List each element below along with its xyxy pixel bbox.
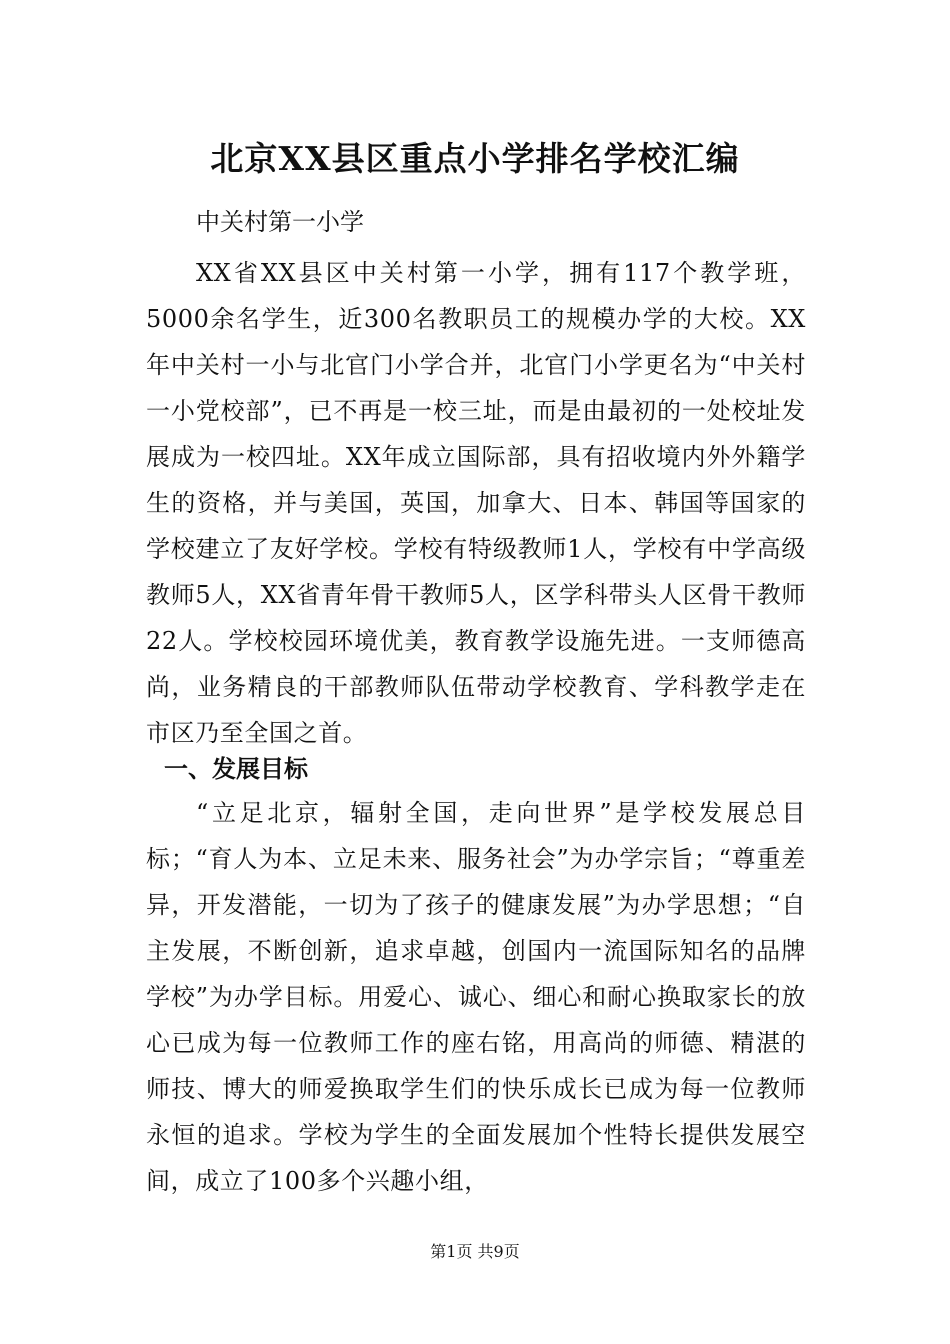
intro-paragraph: XX省XX县区中关村第一小学，拥有117个教学班，5000余名学生，近300名教职员工的规模办学的大校。XX年中关村一小与北官门小学合并，北官门小学更名为“中关村一小党校部”，已不再是一校三址，而是由最初的一处校址发展成为一校四址。XX年成立国际部，具有招收境内外外籍学生的资格，并与美国，英国，加拿大、日本、韩国等国家的学校建立了友好学校。学校有特级教师1人，学校有中学高级教师5人，XX省青年骨干教师5人，区学科带头人区骨干教师22人。学校校园环境优美，教育教学设施先进。一支师德高尚，业务精良的干部教师队伍带动学校教育、学科教学走在市区乃至全国之首。	[146, 259, 806, 747]
goals-paragraph: “立足北京，辐射全国，走向世界”是学校发展总目标；“育人为本、立足未来、服务社会”为办学宗旨；“尊重差异，开发潜能，一切为了孩子的健康发展”为办学思想；“自主发展，不断创新，追求卓越，创国内一流国际知名的品牌学校”为办学目标。用爱心、诚心、细心和耐心换取家长的放心已成为每一位教师工作的座右铭，用高尚的师德、精湛的师技、博大的师爱换取学生们的快乐成长已成为每一位教师永恒的追求。学校为学生的全面发展加个性特长提供发展空间，成立了100多个兴趣小组，	[146, 799, 806, 1195]
document-title: 北京XX县区重点小学排名学校汇编	[210, 139, 740, 178]
page-number-footer: 第1页 共9页	[430, 1242, 520, 1261]
school-name-subtitle: 中关村第一小学	[196, 208, 364, 236]
section-heading: 一、发展目标	[164, 755, 308, 783]
